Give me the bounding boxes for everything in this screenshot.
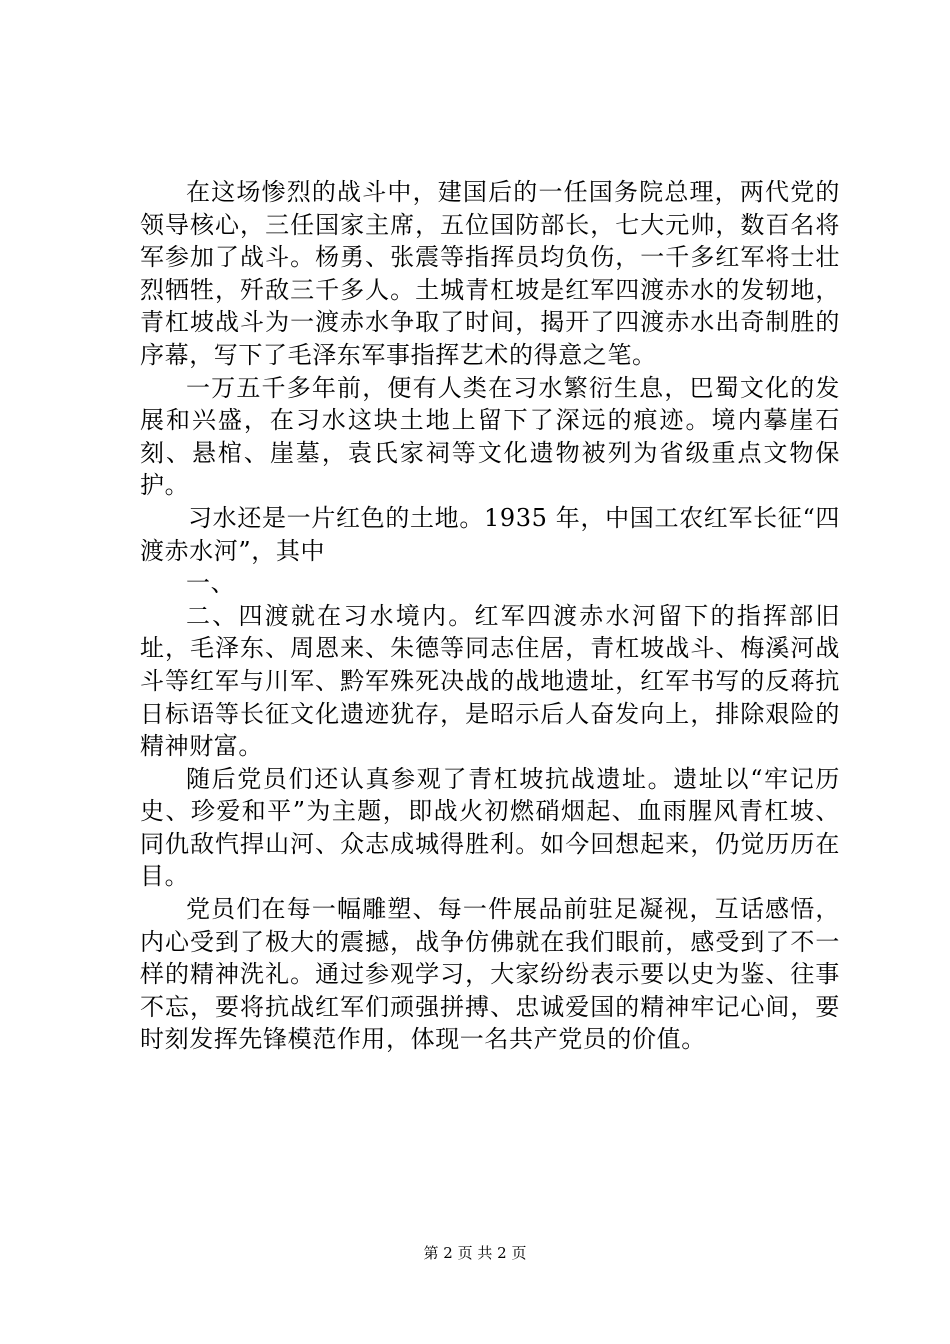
paragraph-history: 一万五千多年前，便有人类在习水繁衍生息，巴蜀文化的发展和兴盛，在习水这块土地上留下了深远的痕迹。境内摹崖石刻、悬棺、崖墓，袁氏家祠等文化遗物被列为省级重点文物保护。 — [140, 373, 840, 500]
document-body — [140, 176, 840, 1056]
paragraph-battle: 在这场惨烈的战斗中，建国后的一任国务院总理，两代党的领导核心，三任国家主席，五位国防部长，七大元帅，数百名将军参加了战斗。杨勇、张震等指挥员均负伤，一千多红军将士壮烈牺牲，歼敌三千多人。土城青杠坡是红军四渡赤水的发轫地，青杠坡战斗为一渡赤水争取了时间，揭开了四渡赤水出奇制胜的序幕，写下了毛泽东军事指挥艺术的得意之笔。 — [140, 178, 840, 369]
paragraph-reflection: 党员们在每一幅雕塑、每一件展品前驻足凝视，互话感悟，内心受到了极大的震撼，战争仿佛就在我们眼前，感受到了不一样的精神洗礼。通过参观学习，大家纷纷表示要以史为鉴、往事不忘，要将抗战红军们顽强拼搏、忠诚爱国的精神牢记心间，要时刻发挥先锋模范作用，体现一名共产党员的价值。 — [140, 895, 840, 1054]
paragraph-four-crossings: 二、四渡就在习水境内。红军四渡赤水河留下的指挥部旧址，毛泽东、周恩来、朱德等同志住居，青杠坡战斗、梅溪河战斗等红军与川军、黔军殊死决战的战地遗址，红军书写的反蒋抗日标语等长征文化遗迹犹存，是昭示后人奋发向上，排除艰险的精神财富。 — [140, 601, 840, 761]
paragraph-list-marker: 一、 — [186, 569, 236, 598]
paragraph-red-land: 习水还是一片红色的土地。1935 年，中国工农红军长征“四渡赤水河”，其中 — [140, 503, 840, 565]
paragraph-site-visit: 随后党员们还认真参观了青杠坡抗战遗址。遗址以“牢记历史、珍爱和平”为主题，即战火初燃硝烟起、血雨腥风青杠坡、同仇敌忾捍山河、众志成城得胜利。如今回想起来，仍觉历历在目。 — [140, 764, 840, 891]
page-footer: 第 2 页 共 2 页 — [423, 1244, 527, 1262]
